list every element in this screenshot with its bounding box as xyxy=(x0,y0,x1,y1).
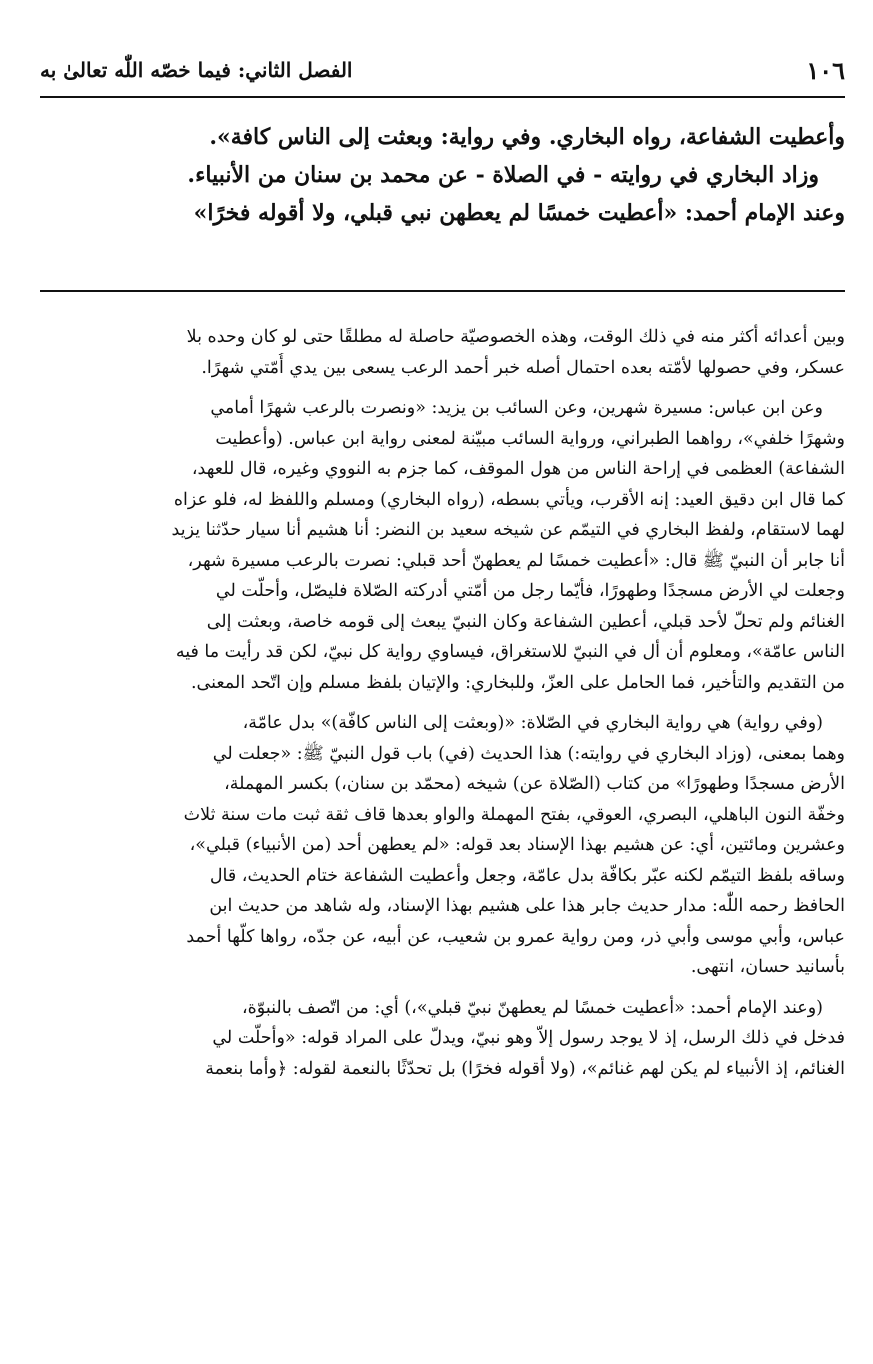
commentary-line: وهما بمعنى، (وزاد البخاري في روايته:) هذا الحديث (في) باب قول النبيّ ﷺ: «جعلت لي xyxy=(212,743,845,764)
commentary xyxy=(40,322,845,1094)
main-text-divider xyxy=(40,290,845,292)
commentary-line: الأرض مسجدًا وطهورًا» من كتاب (الصّلاة عن) شيخه (محمّد بن سنان،) بكسر المهملة، xyxy=(224,774,845,794)
commentary-line: وشهرًا خلفي»، رواهما الطبراني، ورواية السائب مبيّنة لمعنى رواية ابن عباس. (وأعطيت xyxy=(215,428,845,449)
main-text-line: وزاد البخاري في روايته - في الصلاة - عن محمد بن سنان من الأنبياء. xyxy=(187,162,819,188)
commentary-line: لهما لاستقام، ولفظ البخاري في التيمّم عن شيخه سعيد بن النضر: أنا هشيم أنا سيار حدّثنا يزيد xyxy=(171,520,845,540)
commentary-paragraph xyxy=(40,393,845,698)
commentary-line: عسكر، وفي حصولها لأمّته بعده احتمال أصله خبر أحمد الرعب يسعى بين يدي أُمّتي شهرًا. xyxy=(201,357,845,378)
header-divider xyxy=(40,96,845,98)
commentary-line: وخفّة النون الباهلي، البصري، العوقي، بفتح المهملة والواو بعدها قاف ثقة ثبت مات سنة ثلاث xyxy=(183,804,845,825)
commentary-line: الغنائم ولم تحلّ لأحد قبلي، أعطين الشفاعة وكان النبيّ يبعث إلى قومه خاصة، وبعثت إلى xyxy=(206,611,845,632)
commentary-line: وعن ابن عباس: مسيرة شهرين، وعن السائب بن يزيد: «ونصرت بالرعب شهرًا أمامي xyxy=(210,398,823,418)
commentary-line: وساقه بلفظ التيمّم لكنه عبّر بكافّة بدل عامّة، وجعل وأعطيت الشفاعة ختام الحديث، قال xyxy=(209,865,845,886)
commentary-line: فدخل في ذلك الرسل، إذ لا يوجد رسول إلاّ وهو نبيّ، ويدلّ على المراد قوله: «وأحلّت لي xyxy=(212,1028,845,1048)
commentary-line: عباس، وأبي موسى وأبي ذر، ومن رواية عمرو بن شعيب، عن أبيه، عن جدّه، رواها كلّها أحمد xyxy=(186,926,845,947)
main-text-line: وعند الإمام أحمد: «أعطيت خمسًا لم يعطهن نبي قبلي، ولا أقوله فخرًا» xyxy=(193,200,845,226)
page-number: ١٠٦ xyxy=(806,56,845,85)
main-text-line: وأعطيت الشفاعة، رواه البخاري. وفي رواية: وبعثت إلى الناس كافة». xyxy=(209,124,845,150)
commentary-line: (وعند الإمام أحمد: «أعطيت خمسًا لم يعطهنّ نبيّ قبلي»،) أي: من اتّصف بالنبوّة، xyxy=(241,997,823,1018)
main-text xyxy=(44,118,845,232)
commentary-line: كما قال ابن دقيق العيد: إنه الأقرب، ويأتي بسطه، (رواه البخاري) ومسلم واللفظ له، فلو عزاه xyxy=(173,489,845,510)
commentary-line: أنا جابر أن النبيّ ﷺ قال: «أعطيت خمسًا لم يعطهنّ أحد قبلي: نصرت بالرعب مسيرة شهر، xyxy=(187,550,845,571)
commentary-line: الحافظ رحمه اللّٰه: مدار حديث جابر هذا على هشيم بهذا الإسناد، وله شاهد من حديث ابن xyxy=(209,896,845,916)
commentary-line: وجعلت لي الأرض مسجدًا وطهورًا، فأيّما رجل من أمّتي أدركته الصّلاة فليصّل، وأحلّت لي xyxy=(215,581,845,601)
commentary-paragraph xyxy=(40,708,845,983)
commentary-paragraph xyxy=(40,993,845,1085)
commentary-line: وبين أعدائه أكثر منه في ذلك الوقت، وهذه الخصوصيّة حاصلة له مطلقًا حتى لو كان وحده بلا xyxy=(186,327,845,347)
commentary-line: (وفي رواية) هي رواية البخاري في الصّلاة: «(وبعثت إلى الناس كافّة)» بدل عامّة، xyxy=(242,713,823,733)
commentary-line: وعشرين ومائتين، أي: عن هشيم بهذا الإسناد بعد قوله: «لم يعطهن أحد (من الأنبياء) قبلي»، xyxy=(189,835,845,855)
commentary-line: من التقديم والتأخير، فما الحامل على العزّ، وللبخاري: والإتيان بلفظ مسلم وإن اتّحد المعنى. xyxy=(190,672,845,693)
commentary-line: بأسانيد حسان، انتهى. xyxy=(690,957,845,977)
commentary-paragraph xyxy=(40,322,845,383)
commentary-line: الناس عامّة»، ومعلوم أن أل في النبيّ للاستغراق، فيساوي رواية كل نبيّ، لكن قد رأيت ما فيه xyxy=(175,642,845,662)
commentary-line: الغنائم، إذ الأنبياء لم يكن لهم غنائم»، (ولا أقوله فخرًا) بل تحدّثًا بالنعمة لقوله: ﴿وأما بنعمة xyxy=(205,1058,845,1079)
commentary-line: الشفاعة) العظمى في إراحة الناس من هول الموقف، كما جزم به النووي وغيره، قال للعهد، xyxy=(191,459,845,479)
page-header xyxy=(40,52,845,92)
chapter-title: الفصل الثاني: فيما خصّه اللّٰه تعالىٰ به xyxy=(40,58,353,82)
